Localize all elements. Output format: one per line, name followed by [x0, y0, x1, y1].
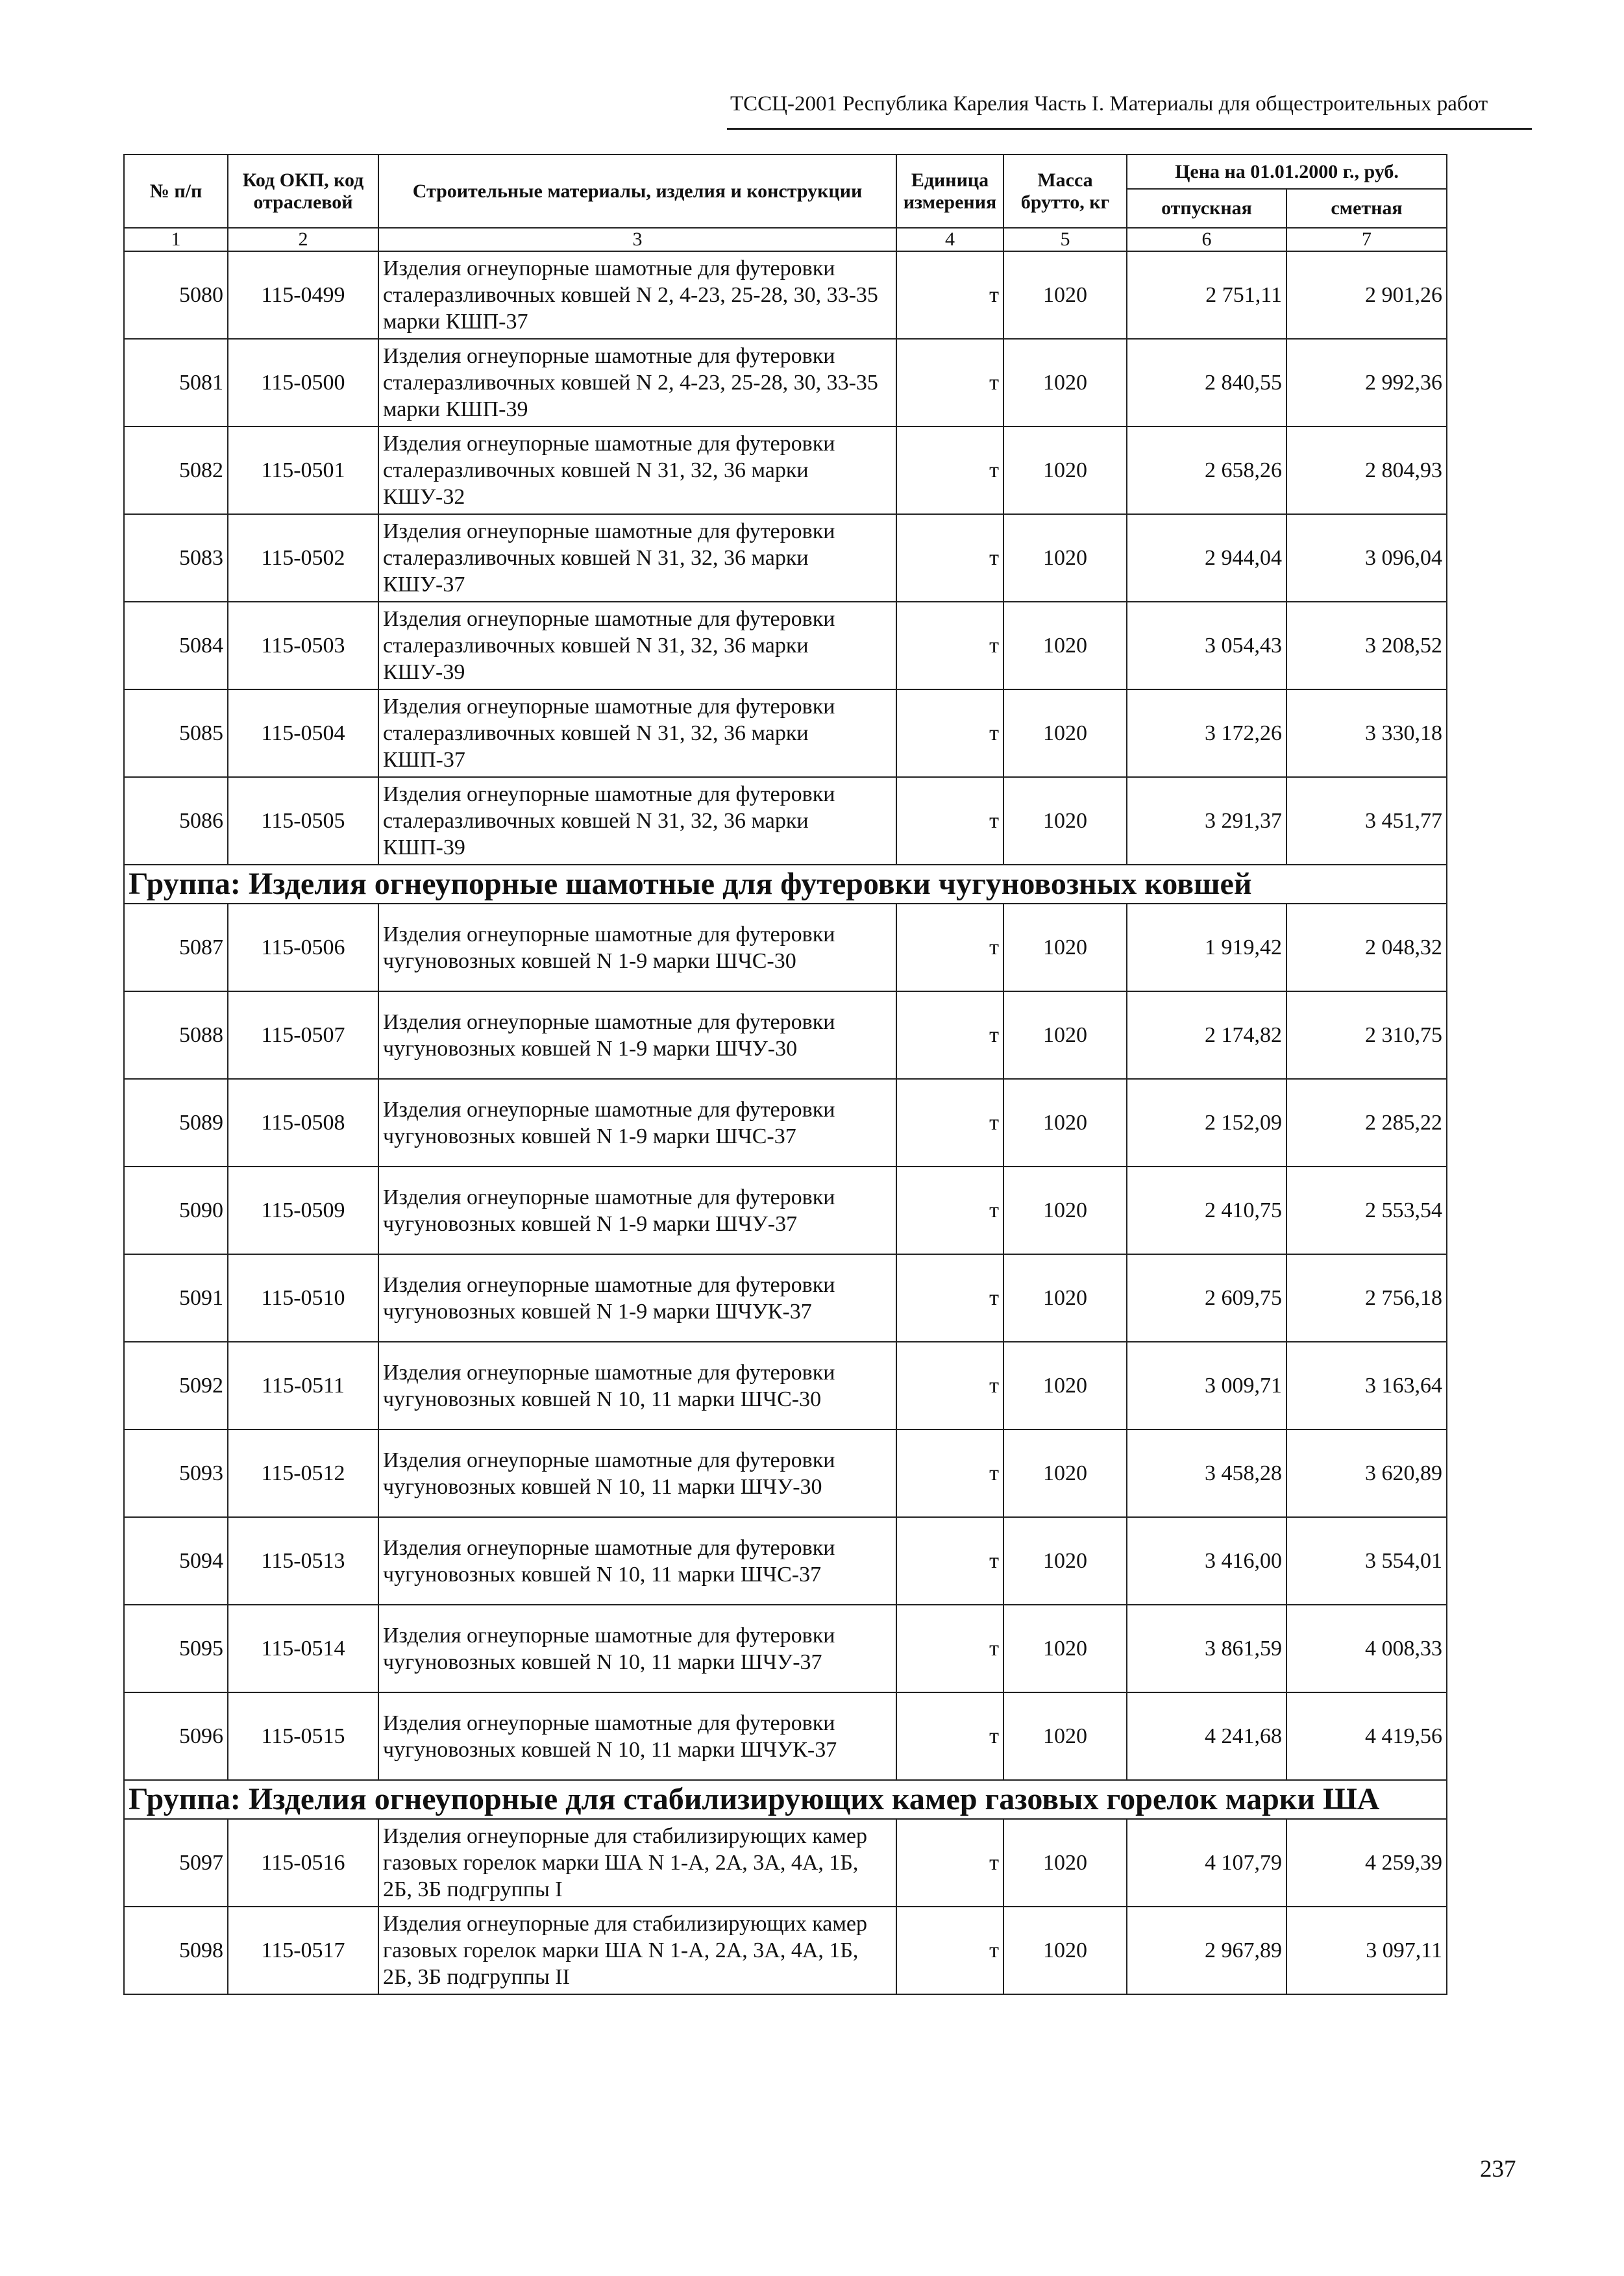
mass-cell: 1020 — [1003, 777, 1127, 865]
row-number-cell: 5094 — [124, 1517, 228, 1605]
column-number: 3 — [378, 228, 896, 251]
mass-cell: 1020 — [1003, 602, 1127, 689]
okp-code-cell: 115-0517 — [228, 1907, 378, 1994]
mass-cell: 1020 — [1003, 1167, 1127, 1254]
estimate-price-cell: 3 451,77 — [1286, 777, 1447, 865]
unit-cell: т — [896, 991, 1003, 1079]
estimate-price-cell: 3 554,01 — [1286, 1517, 1447, 1605]
estimate-price-cell: 2 804,93 — [1286, 427, 1447, 514]
table-row — [124, 1342, 1447, 1429]
estimate-price-cell: 2 553,54 — [1286, 1167, 1447, 1254]
material-name-cell: Изделия огнеупорные шамотные для футеровки сталеразливочных ковшей N 31, 32, 36 марки КШУ-37 — [378, 514, 896, 602]
release-price-cell: 3 172,26 — [1127, 689, 1286, 777]
estimate-price-cell: 2 048,32 — [1286, 904, 1447, 991]
row-number-cell: 5080 — [124, 251, 228, 339]
estimate-price-cell: 2 756,18 — [1286, 1254, 1447, 1342]
mass-cell: 1020 — [1003, 514, 1127, 602]
column-number: 4 — [896, 228, 1003, 251]
okp-code-cell: 115-0513 — [228, 1517, 378, 1605]
mass-cell: 1020 — [1003, 1254, 1127, 1342]
table-row — [124, 1605, 1447, 1692]
estimate-price-cell: 2 901,26 — [1286, 251, 1447, 339]
material-name-cell: Изделия огнеупорные шамотные для футеровки чугуновозных ковшей N 1-9 марки ШЧС-30 — [378, 904, 896, 991]
row-number-cell: 5082 — [124, 427, 228, 514]
estimate-price-cell: 4 259,39 — [1286, 1819, 1447, 1907]
unit-cell: т — [896, 1342, 1003, 1429]
release-price-cell: 3 861,59 — [1127, 1605, 1286, 1692]
column-number: 7 — [1286, 228, 1447, 251]
okp-code-cell: 115-0499 — [228, 251, 378, 339]
unit-cell: т — [896, 1692, 1003, 1780]
material-name-cell: Изделия огнеупорные шамотные для футеровки сталеразливочных ковшей N 31, 32, 36 марки КШП-37 — [378, 689, 896, 777]
material-name-cell: Изделия огнеупорные шамотные для футеровки чугуновозных ковшей N 10, 11 марки ШЧС-30 — [378, 1342, 896, 1429]
column-number: 5 — [1003, 228, 1127, 251]
table-row — [124, 689, 1447, 777]
row-number-cell: 5081 — [124, 339, 228, 427]
unit-cell: т — [896, 427, 1003, 514]
release-price-cell: 3 009,71 — [1127, 1342, 1286, 1429]
row-number-cell: 5095 — [124, 1605, 228, 1692]
column-number: 1 — [124, 228, 228, 251]
row-number-cell: 5089 — [124, 1079, 228, 1167]
unit-cell: т — [896, 1907, 1003, 1994]
okp-code-cell: 115-0511 — [228, 1342, 378, 1429]
table-row — [124, 1429, 1447, 1517]
estimate-price-cell: 3 620,89 — [1286, 1429, 1447, 1517]
okp-code-cell: 115-0501 — [228, 427, 378, 514]
table-body — [124, 251, 1447, 1994]
table-row — [124, 1819, 1447, 1907]
release-price-cell: 2 967,89 — [1127, 1907, 1286, 1994]
unit-cell: т — [896, 514, 1003, 602]
group-title: Группа: Изделия огнеупорные шамотные для футеровки чугуновозных ковшей — [124, 865, 1447, 904]
unit-cell: т — [896, 1167, 1003, 1254]
table-row — [124, 427, 1447, 514]
table-row — [124, 1907, 1447, 1994]
mass-cell: 1020 — [1003, 1079, 1127, 1167]
column-numbers-row — [124, 228, 1447, 251]
material-name-cell: Изделия огнеупорные шамотные для футеровки сталеразливочных ковшей N 31, 32, 36 марки КШУ-32 — [378, 427, 896, 514]
release-price-cell: 1 919,42 — [1127, 904, 1286, 991]
table-row — [124, 514, 1447, 602]
release-price-cell: 2 152,09 — [1127, 1079, 1286, 1167]
okp-code-cell: 115-0508 — [228, 1079, 378, 1167]
material-name-cell: Изделия огнеупорные для стабилизирующих камер газовых горелок марки ША N 1-А, 2А, 3А, 4А, 1Б, 2Б, 3Б подгруппы II — [378, 1907, 896, 1994]
okp-code-cell: 115-0515 — [228, 1692, 378, 1780]
estimate-price-cell: 3 330,18 — [1286, 689, 1447, 777]
release-price-cell: 2 174,82 — [1127, 991, 1286, 1079]
row-number-cell: 5083 — [124, 514, 228, 602]
mass-cell: 1020 — [1003, 1342, 1127, 1429]
material-name-cell: Изделия огнеупорные для стабилизирующих камер газовых горелок марки ША N 1-А, 2А, 3А, 4А, 1Б, 2Б, 3Б подгруппы I — [378, 1819, 896, 1907]
release-price-cell: 2 609,75 — [1127, 1254, 1286, 1342]
unit-cell: т — [896, 777, 1003, 865]
estimate-price-cell: 3 208,52 — [1286, 602, 1447, 689]
table-row — [124, 777, 1447, 865]
mass-cell: 1020 — [1003, 1692, 1127, 1780]
price-table — [123, 154, 1447, 1995]
okp-code-cell: 115-0514 — [228, 1605, 378, 1692]
okp-code-cell: 115-0502 — [228, 514, 378, 602]
unit-cell: т — [896, 602, 1003, 689]
release-price-cell: 4 241,68 — [1127, 1692, 1286, 1780]
material-name-cell: Изделия огнеупорные шамотные для футеровки сталеразливочных ковшей N 2, 4-23, 25-28, 30, 33-35 марки КШП-39 — [378, 339, 896, 427]
row-number-cell: 5096 — [124, 1692, 228, 1780]
table-row — [124, 1167, 1447, 1254]
okp-code-cell: 115-0509 — [228, 1167, 378, 1254]
release-price-cell: 2 840,55 — [1127, 339, 1286, 427]
unit-cell: т — [896, 251, 1003, 339]
estimate-price-cell: 3 096,04 — [1286, 514, 1447, 602]
unit-cell: т — [896, 1079, 1003, 1167]
estimate-price-cell: 3 097,11 — [1286, 1907, 1447, 1994]
okp-code-cell: 115-0505 — [228, 777, 378, 865]
okp-code-cell: 115-0516 — [228, 1819, 378, 1907]
unit-cell: т — [896, 1517, 1003, 1605]
col-header-price-release: отпускная — [1127, 189, 1286, 228]
mass-cell: 1020 — [1003, 427, 1127, 514]
mass-cell: 1020 — [1003, 339, 1127, 427]
estimate-price-cell: 2 992,36 — [1286, 339, 1447, 427]
col-header-name: Строительные материалы, изделия и конструкции — [378, 155, 896, 228]
release-price-cell: 3 054,43 — [1127, 602, 1286, 689]
row-number-cell: 5086 — [124, 777, 228, 865]
okp-code-cell: 115-0500 — [228, 339, 378, 427]
row-number-cell: 5098 — [124, 1907, 228, 1994]
col-header-price-group: Цена на 01.01.2000 г., руб. — [1127, 155, 1447, 189]
release-price-cell: 4 107,79 — [1127, 1819, 1286, 1907]
release-price-cell: 2 410,75 — [1127, 1167, 1286, 1254]
col-header-unit: Единица измерения — [896, 155, 1003, 228]
release-price-cell: 2 751,11 — [1127, 251, 1286, 339]
unit-cell: т — [896, 1254, 1003, 1342]
mass-cell: 1020 — [1003, 1819, 1127, 1907]
row-number-cell: 5097 — [124, 1819, 228, 1907]
unit-cell: т — [896, 1605, 1003, 1692]
okp-code-cell: 115-0512 — [228, 1429, 378, 1517]
row-number-cell: 5090 — [124, 1167, 228, 1254]
column-number: 6 — [1127, 228, 1286, 251]
page-number: 237 — [1480, 2156, 1516, 2183]
mass-cell: 1020 — [1003, 1605, 1127, 1692]
material-name-cell: Изделия огнеупорные шамотные для футеровки чугуновозных ковшей N 1-9 марки ШЧУ-30 — [378, 991, 896, 1079]
unit-cell: т — [896, 689, 1003, 777]
okp-code-cell: 115-0503 — [228, 602, 378, 689]
table-row — [124, 602, 1447, 689]
material-name-cell: Изделия огнеупорные шамотные для футеровки чугуновозных ковшей N 1-9 марки ШЧУ-37 — [378, 1167, 896, 1254]
mass-cell: 1020 — [1003, 1907, 1127, 1994]
unit-cell: т — [896, 904, 1003, 991]
mass-cell: 1020 — [1003, 991, 1127, 1079]
release-price-cell: 2 658,26 — [1127, 427, 1286, 514]
table-row — [124, 339, 1447, 427]
mass-cell: 1020 — [1003, 251, 1127, 339]
material-name-cell: Изделия огнеупорные шамотные для футеровки сталеразливочных ковшей N 2, 4-23, 25-28, 30, 33-35 марки КШП-37 — [378, 251, 896, 339]
unit-cell: т — [896, 1429, 1003, 1517]
material-name-cell: Изделия огнеупорные шамотные для футеровки чугуновозных ковшей N 1-9 марки ШЧУК-37 — [378, 1254, 896, 1342]
group-header-row — [124, 865, 1447, 904]
group-title: Группа: Изделия огнеупорные для стабилизирующих камер газовых горелок марки ША — [124, 1780, 1447, 1819]
col-header-price-estimate: сметная — [1286, 189, 1447, 228]
mass-cell: 1020 — [1003, 689, 1127, 777]
release-price-cell: 3 458,28 — [1127, 1429, 1286, 1517]
okp-code-cell: 115-0507 — [228, 991, 378, 1079]
material-name-cell: Изделия огнеупорные шамотные для футеровки чугуновозных ковшей N 10, 11 марки ШЧУ-30 — [378, 1429, 896, 1517]
estimate-price-cell: 4 008,33 — [1286, 1605, 1447, 1692]
table-row — [124, 1517, 1447, 1605]
col-header-num: № п/п — [124, 155, 228, 228]
estimate-price-cell: 3 163,64 — [1286, 1342, 1447, 1429]
mass-cell: 1020 — [1003, 1429, 1127, 1517]
estimate-price-cell: 2 285,22 — [1286, 1079, 1447, 1167]
column-number: 2 — [228, 228, 378, 251]
material-name-cell: Изделия огнеупорные шамотные для футеровки сталеразливочных ковшей N 31, 32, 36 марки КШП-39 — [378, 777, 896, 865]
table-row — [124, 1079, 1447, 1167]
row-number-cell: 5085 — [124, 689, 228, 777]
row-number-cell: 5087 — [124, 904, 228, 991]
okp-code-cell: 115-0510 — [228, 1254, 378, 1342]
okp-code-cell: 115-0504 — [228, 689, 378, 777]
row-number-cell: 5091 — [124, 1254, 228, 1342]
header-rule — [727, 128, 1532, 130]
table-row — [124, 251, 1447, 339]
row-number-cell: 5093 — [124, 1429, 228, 1517]
mass-cell: 1020 — [1003, 904, 1127, 991]
estimate-price-cell: 2 310,75 — [1286, 991, 1447, 1079]
table-row — [124, 991, 1447, 1079]
unit-cell: т — [896, 1819, 1003, 1907]
estimate-price-cell: 4 419,56 — [1286, 1692, 1447, 1780]
material-name-cell: Изделия огнеупорные шамотные для футеровки чугуновозных ковшей N 10, 11 марки ШЧС-37 — [378, 1517, 896, 1605]
table-row — [124, 904, 1447, 991]
mass-cell: 1020 — [1003, 1517, 1127, 1605]
table-row — [124, 1692, 1447, 1780]
release-price-cell: 3 291,37 — [1127, 777, 1286, 865]
unit-cell: т — [896, 339, 1003, 427]
running-title: ТССЦ-2001 Республика Карелия Часть I. Материалы для общестроительных работ — [730, 92, 1488, 116]
material-name-cell: Изделия огнеупорные шамотные для футеровки чугуновозных ковшей N 10, 11 марки ШЧУ-37 — [378, 1605, 896, 1692]
release-price-cell: 3 416,00 — [1127, 1517, 1286, 1605]
row-number-cell: 5084 — [124, 602, 228, 689]
okp-code-cell: 115-0506 — [228, 904, 378, 991]
col-header-mass: Масса брутто, кг — [1003, 155, 1127, 228]
col-header-okp: Код ОКП, код отраслевой — [228, 155, 378, 228]
material-name-cell: Изделия огнеупорные шамотные для футеровки чугуновозных ковшей N 1-9 марки ШЧС-37 — [378, 1079, 896, 1167]
row-number-cell: 5088 — [124, 991, 228, 1079]
release-price-cell: 2 944,04 — [1127, 514, 1286, 602]
row-number-cell: 5092 — [124, 1342, 228, 1429]
material-name-cell: Изделия огнеупорные шамотные для футеровки чугуновозных ковшей N 10, 11 марки ШЧУК-37 — [378, 1692, 896, 1780]
group-header-row — [124, 1780, 1447, 1819]
table-row — [124, 1254, 1447, 1342]
material-name-cell: Изделия огнеупорные шамотные для футеровки сталеразливочных ковшей N 31, 32, 36 марки КШУ-39 — [378, 602, 896, 689]
